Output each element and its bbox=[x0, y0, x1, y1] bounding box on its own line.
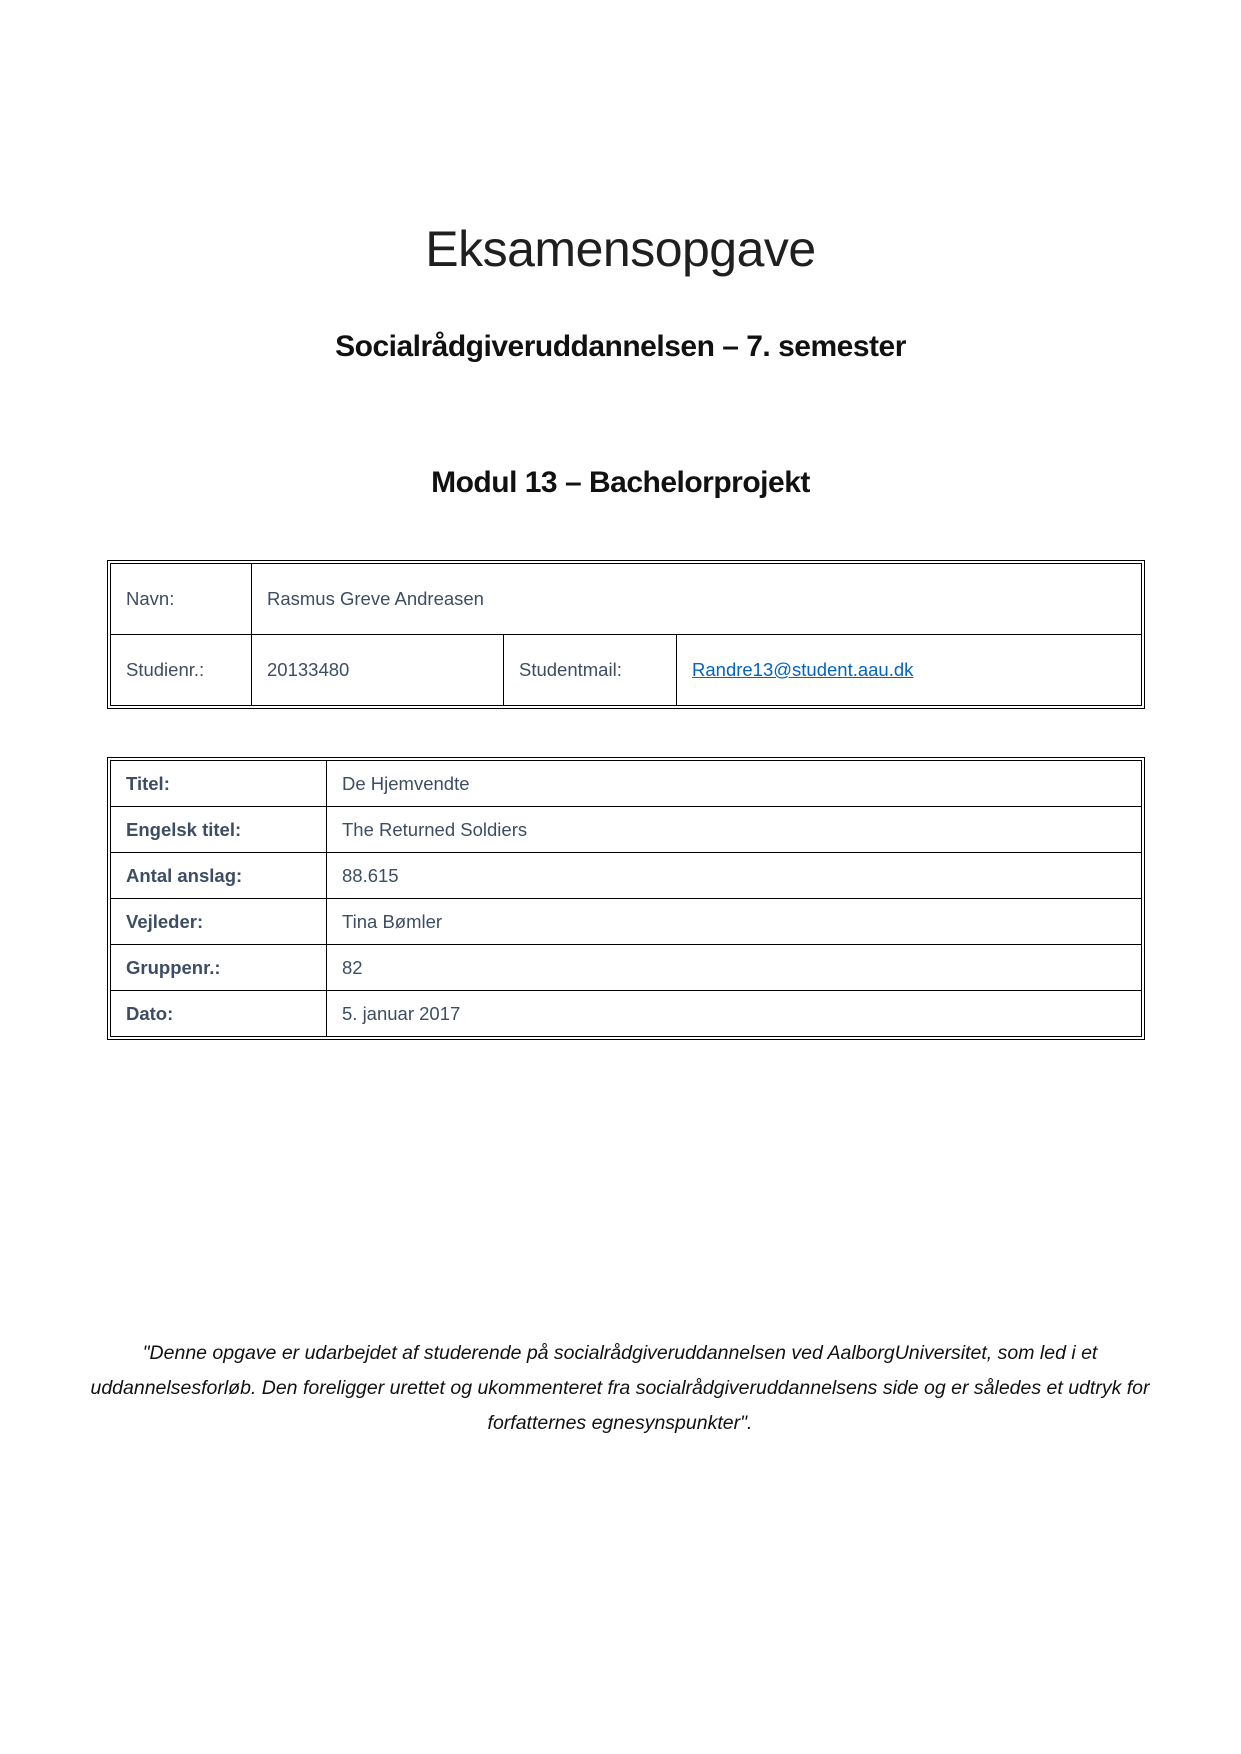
student-number-label: Studienr.: bbox=[111, 635, 252, 706]
student-number-value: 20133480 bbox=[252, 635, 504, 706]
english-title-value: The Returned Soldiers bbox=[327, 807, 1142, 853]
table-row bbox=[111, 899, 1142, 945]
table-row bbox=[111, 564, 1142, 635]
character-count-value: 88.615 bbox=[327, 853, 1142, 899]
table-row bbox=[111, 807, 1142, 853]
table-row bbox=[111, 853, 1142, 899]
date-label: Dato: bbox=[111, 991, 327, 1037]
supervisor-value: Tina Bømler bbox=[327, 899, 1142, 945]
disclaimer-quote: "Denne opgave er udarbejdet af studerende på socialrådgiveruddannelsen ved AalborgUniversitet, som led i et uddannelsesforløb. Den foreligger urettet og ukommenteret fra socialrådgiveruddannelsens side og er således et udtryk for forfatternes egnesynspunkter". bbox=[90, 1342, 1150, 1434]
page-title: Eksamensopgave bbox=[425, 221, 816, 277]
table-row bbox=[111, 991, 1142, 1037]
student-mail-cell bbox=[677, 635, 1142, 706]
date-value: 5. januar 2017 bbox=[327, 991, 1142, 1037]
group-number-value: 82 bbox=[327, 945, 1142, 991]
module-heading: Modul 13 – Bachelorprojekt bbox=[431, 466, 810, 499]
table-row bbox=[111, 635, 1142, 706]
student-mail-label: Studentmail: bbox=[504, 635, 677, 706]
supervisor-label: Vejleder: bbox=[111, 899, 327, 945]
english-title-label: Engelsk titel: bbox=[111, 807, 327, 853]
character-count-label: Antal anslag: bbox=[111, 853, 327, 899]
student-info-table bbox=[107, 560, 1145, 709]
page-subtitle: Socialrådgiveruddannelsen – 7. semester bbox=[335, 330, 906, 363]
table-row bbox=[111, 945, 1142, 991]
group-number-label: Gruppenr.: bbox=[111, 945, 327, 991]
name-value: Rasmus Greve Andreasen bbox=[252, 564, 1142, 635]
student-email-link[interactable]: Randre13@student.aau.dk bbox=[692, 659, 914, 680]
table-row bbox=[111, 761, 1142, 807]
title-value: De Hjemvendte bbox=[327, 761, 1142, 807]
title-label: Titel: bbox=[111, 761, 327, 807]
project-info-table bbox=[107, 757, 1145, 1040]
name-label: Navn: bbox=[111, 564, 252, 635]
